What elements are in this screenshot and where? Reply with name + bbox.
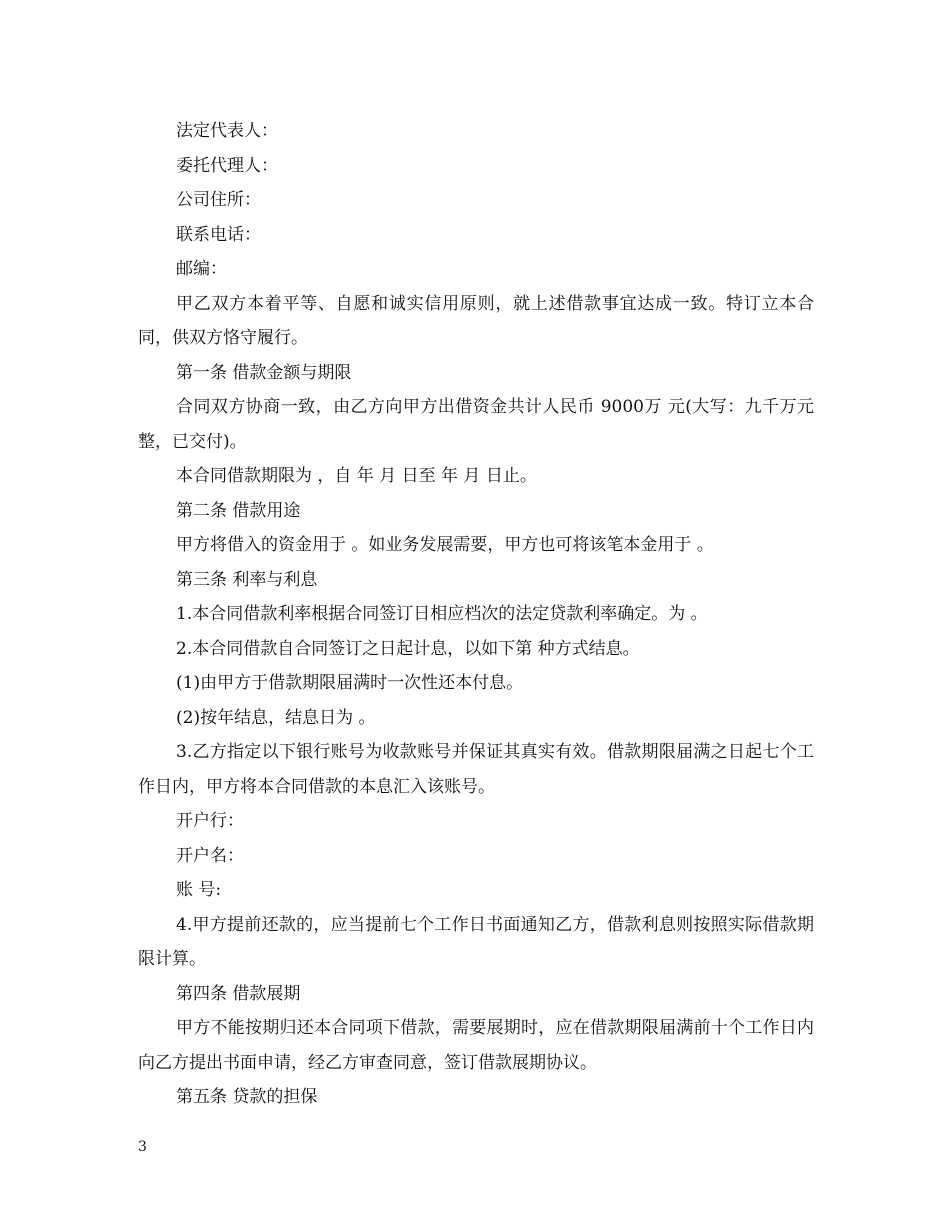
article-4-heading: 第四条 借款展期 bbox=[176, 983, 301, 1004]
bank-name-field: 开户行： bbox=[176, 811, 244, 831]
bank-account-clause: 3.乙方指定以下银行账号为收款账号并保证其真实有效。借款期限届满之日起七个工作日内，甲方将本合同借款的本息汇入该账号。 bbox=[138, 742, 814, 797]
agreement-intro-paragraph: 甲乙双方本着平等、自愿和诚实信用原则，就上述借款事宜达成一致。特订立本合同，供双方恪守履行。 bbox=[138, 293, 814, 348]
loan-purpose-paragraph: 甲方将借入的资金用于 。如业务发展需要，甲方也可将该笔本金用于 。 bbox=[176, 535, 714, 555]
company-address-field: 公司住所： bbox=[176, 190, 261, 210]
repayment-option-2: (2)按年结息，结息日为 。 bbox=[176, 707, 376, 728]
interest-rate-clause: 1.本合同借款利率根据合同签订日相应档次的法定贷款利率确定。为 。 bbox=[176, 604, 708, 624]
loan-amount-paragraph: 合同双方协商一致，由乙方向甲方出借资金共计人民币 9000万 元(大写：九千万元整，已交付)。 bbox=[138, 397, 814, 452]
article-1-heading: 第一条 借款金额与期限 bbox=[176, 362, 352, 383]
authorized-agent-field: 委托代理人： bbox=[176, 155, 278, 176]
article-3-heading: 第三条 利率与利息 bbox=[176, 569, 318, 590]
account-name-field: 开户名： bbox=[176, 845, 244, 866]
page-number: 3 bbox=[138, 1139, 147, 1155]
loan-extension-clause: 甲方不能按期归还本合同项下借款，需要展期时，应在借款期限届满前十个工作日内向乙方提出书面申请，经乙方审查同意，签订借款展期协议。 bbox=[138, 1018, 814, 1073]
repayment-option-1: (1)由甲方于借款期限届满时一次性还本付息。 bbox=[176, 673, 524, 693]
postal-code-field: 邮编： bbox=[176, 259, 227, 279]
early-repayment-clause: 4.甲方提前还款的，应当提前七个工作日书面通知乙方，借款利息则按照实际借款期限计算。 bbox=[138, 914, 814, 969]
account-number-field: 账 号: bbox=[176, 880, 222, 900]
document-body bbox=[138, 114, 814, 1115]
loan-term-paragraph: 本合同借款期限为 ，自 年 月 日至 年 月 日止。 bbox=[176, 466, 537, 486]
article-2-heading: 第二条 借款用途 bbox=[176, 500, 301, 521]
phone-field: 联系电话： bbox=[176, 224, 261, 245]
article-5-heading: 第五条 贷款的担保 bbox=[176, 1087, 318, 1107]
legal-representative-field: 法定代表人： bbox=[176, 121, 278, 141]
interest-calculation-clause: 2.本合同借款自合同签订之日起计息，以如下第 种方式结息。 bbox=[176, 638, 640, 659]
